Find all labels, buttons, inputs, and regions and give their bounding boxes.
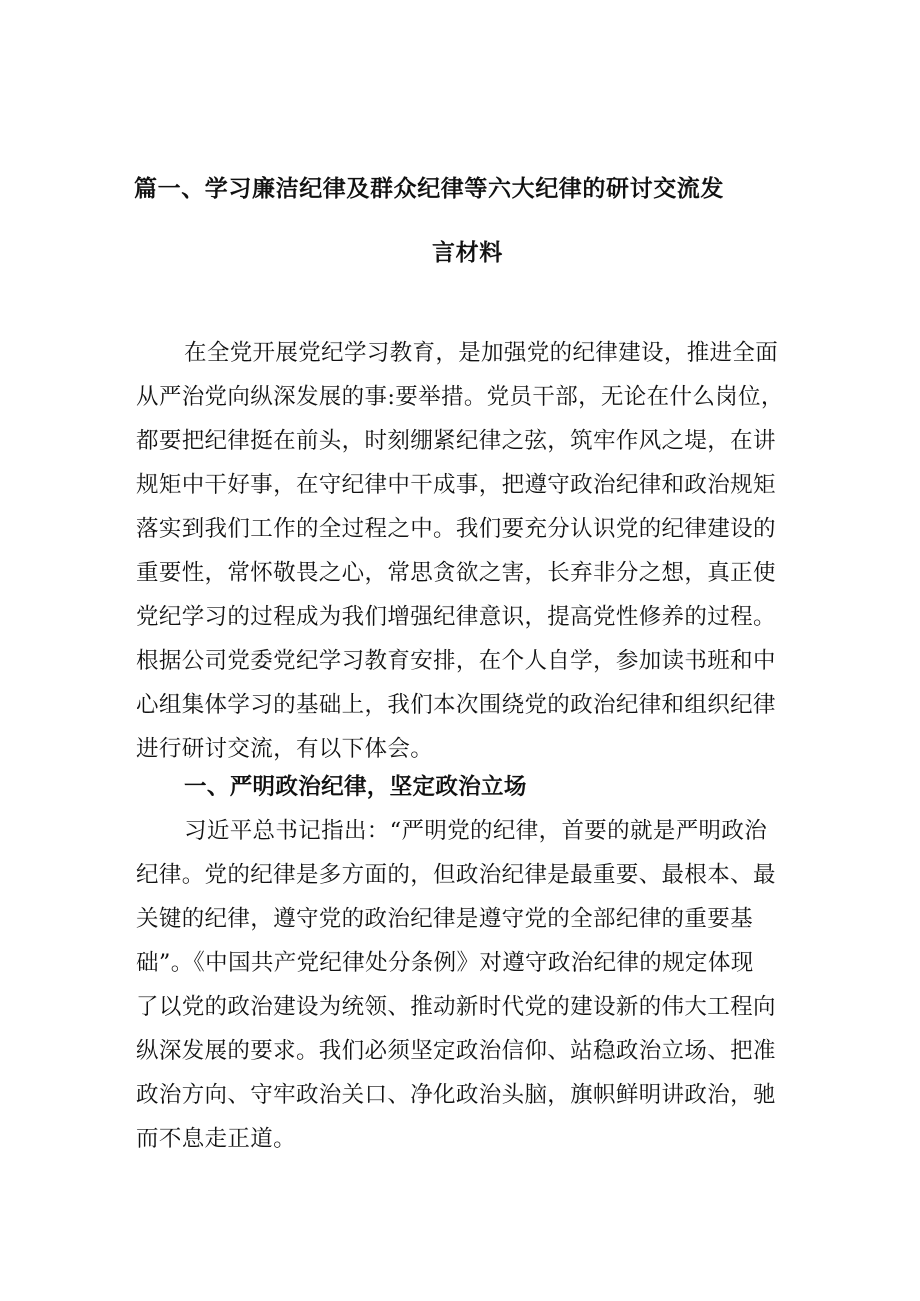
paragraph-1-line-8: 根据公司党委党纪学习教育安排，在个人自学，参加读书班和中 [136,648,776,674]
paragraph-1-line-9: 心组集体学习的基础上，我们本次围绕党的政治纪律和组织纪律 [136,692,776,718]
paragraph-1-line-7: 党纪学习的过程成为我们增强纪律意识，提高党性修养的过程。 [136,604,776,630]
paragraph-1-line-2: 从严治党向纵深发展的事:要举措。党员干部，无论在什么岗位， [136,384,784,410]
paragraph-2-line-7: 政治方向、守牢政治关口、净化政治头脑，旗帜鲜明讲政治，驰 [136,1082,776,1108]
paragraph-1-line-4: 规矩中干好事，在守纪律中干成事，把遵守政治纪律和政治规矩 [136,472,776,498]
paragraph-2-line-4: 础”。《中国共产党纪律处分条例》对遵守政治纪律的规定体现 [136,950,754,976]
section-1-heading: 一、严明政治纪律，坚定政治立场 [184,774,527,800]
document-title-line-2: 言材料 [432,240,503,266]
paragraph-2-line-6: 纵深发展的要求。我们必须坚定政治信仰、站稳政治立场、把准 [136,1038,776,1064]
paragraph-1-line-3: 都要把纪律挺在前头，时刻绷紧纪律之弦，筑牢作风之堤，在讲 [136,428,776,454]
paragraph-1-line-6: 重要性，常怀敬畏之心，常思贪欲之害，长弃非分之想，真正使 [136,560,776,586]
paragraph-2-line-3: 关键的纪律，遵守党的政治纪律是遵守党的全部纪律的重要基 [136,906,753,932]
paragraph-2-line-2: 纪律。党的纪律是多方面的，但政治纪律是最重要、最根本、最 [136,862,776,888]
paragraph-1-line-10: 进行研讨交流，有以下体会。 [136,736,434,762]
document-title-line-1: 篇一、学习廉洁纪律及群众纪律等六大纪律的研讨交流发 [134,176,724,202]
paragraph-2-line-8: 而不息走正道。 [136,1126,296,1152]
paragraph-2-line-5: 了以党的政治建设为统领、推动新时代党的建设新的伟大工程向 [136,994,776,1020]
paragraph-1-line-5: 落实到我们工作的全过程之中。我们要充分认识党的纪律建设的 [136,516,776,542]
paragraph-1-line-1: 在全党开展党纪学习教育，是加强党的纪律建设，推进全面 [184,340,779,366]
paragraph-2-line-1: 习近平总书记指出：“严明党的纪律，首要的就是严明政治 [184,818,768,844]
